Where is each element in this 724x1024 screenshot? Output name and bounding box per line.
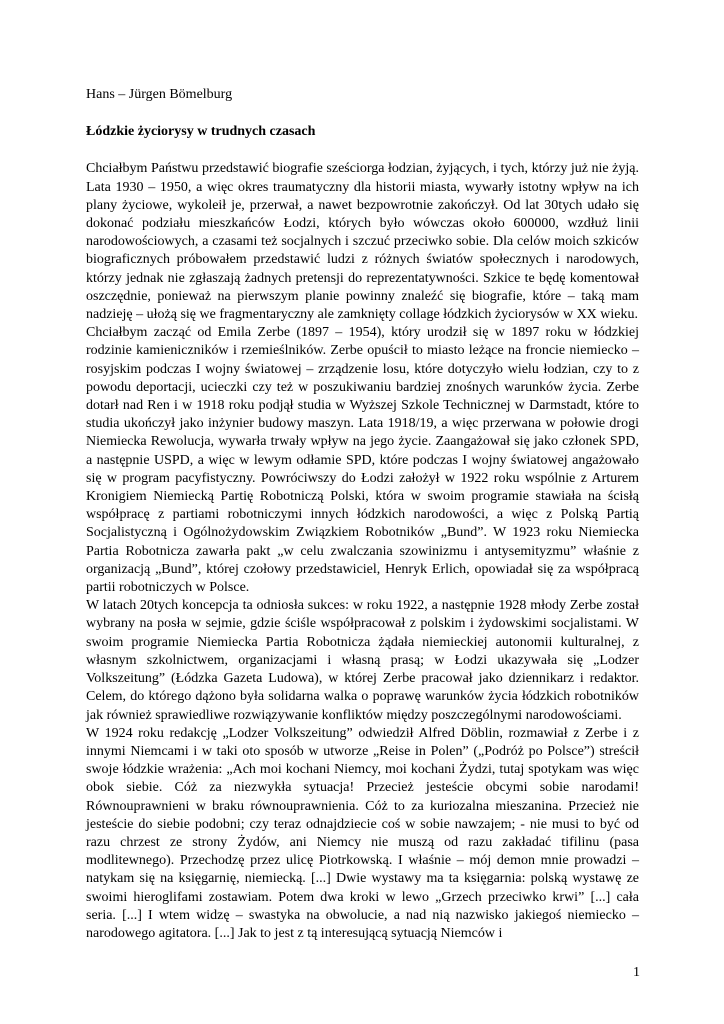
- author-name: Hans – Jürgen Bömelburg: [86, 87, 233, 102]
- document-page: [86, 86, 639, 943]
- page-number: 1: [633, 965, 640, 980]
- body-paragraph-3: W latach 20tych koncepcja ta odniosła sukces: w roku 1922, a następnie 1928 młody Zerbe został wybrany na posła w sejmie, gdzie ściśle współpracował z polskim i żydowskimi socjalistami. W swoim programie Niemiecka Partia Robotnicza żądała niemieckiej autonomii kulturalnej, z własnym szkolnictwem, organizacjami i własną prasą; w Łodzi ukazywała się „Lodzer Volkszeitung” (Łódzka Gazeta Ludowa), w której Zerbe pracował jako dziennikarz i redaktor. Celem, do którego dążono była solidarna walka o poprawę warunków życia łódzkich robotników jak również sprawiedliwe rozwiązywanie konfliktów między poszczególnymi narodowościami.: [86, 598, 639, 723]
- body-paragraph-1: Chciałbym Państwu przedstawić biografie sześciorga łodzian, żyjących, i tych, którzy już nie żyją. Lata 1930 – 1950, a więc okres traumatyczny dla historii miasta, wywarły istotny wpływ na ich plany życiowe, wykoleił je, przerwał, a nawet bezpowrotnie zakończył. Od lat 30tych udało się dokonać podziału mieszkańców Łodzi, których było wówczas około 600000, wzdłuż linii narodowościowych, a czasami też socjalnych i szczuć przeciwko sobie. Dla celów moich szkiców biograficznych próbowałem przedstawić ludzi z różnych światów społecznych i narodowych, którzy jednak nie zgłaszają żadnych pretensji do reprezentatywności. Szkice te będę komentował oszczędnie, ponieważ na pierwszym planie powinny znaleźć się biografie, które – taką mam nadzieję – ułożą się we fragmentaryczny ale zamknięty collage łódzkich życiorysów w XX wieku.: [86, 161, 639, 323]
- article-title: Łódzkie życiorysy w trudnych czasach: [86, 124, 316, 140]
- body-paragraph-2: Chciałbym zacząć od Emila Zerbe (1897 – 1954), który urodził się w 1897 roku w łódzkiej rodzinie kamieniczników i rzemieślników. Zerbe opuścił to miasto leżące na froncie niemiecko – rosyjskim podczas I wojny światowej – zrządzenie losu, które dotyczyło wielu łodzian, czy to z powodu deportacji, ucieczki czy też w poszukiwaniu bardziej znośnych warunków życia. Zerbe dotarł nad Ren i w 1918 roku podjął studia w Wyższej Szkole Technicznej w Darmstadt, które to studia ukończył jako inżynier budowy maszyn. Lata 1918/19, a więc przerwana w połowie drogi Niemiecka Rewolucja, wywarła trwały wpływ na jego życie. Zaangażował się jako członek SPD, a następnie USPD, a więc w lewym odłamie SPD, które podczas I wojny światowej angażowało się w program pacyfistyczny. Powróciwszy do Łodzi założył w 1922 roku wspólnie z Arturem Kronigiem Niemiecką Partię Robotniczą Polski, która w swoim programie stawiała na ścisłą współpracę z partiami robotniczymi innych łódzkich narodowości, a więc z Polską Partią Socjalistyczną i Ogólnożydowskim Związkiem Robotników „Bund”. W 1923 roku Niemiecka Partia Robotnicza zawarła pakt „w celu zwalczania szowinizmu i antysemityzmu” właśnie z organizacją „Bund”, której czołowy przedstawiciel, Henryk Erlich, opowiadał się za współpracą partii robotniczych w Polsce.: [86, 325, 639, 596]
- body-paragraph-4: W 1924 roku redakcję „Lodzer Volkszeitung” odwiedził Alfred Döblin, rozmawiał z Zerbe i z innymi Niemcami i w taki oto sposób w utworze „Reise in Polen” („Podróż po Polsce”) streścił swoje łódzkie wrażenia: „Ach moi kochani Niemcy, moi kochani Żydzi, tutaj spotykam was więc obok siebie. Cóż za niezwykła sytuacja! Przecież jesteście obcymi sobie narodami! Równouprawnieni w braku równouprawnienia. Cóż to za kuriozalna mieszanina. Przecież nie jesteście do siebie podobni; czy teraz odnajdziecie coś w sobie nawzajem; - nie musi to być od razu chrzest ze strony Żydów, ani Niemcy nie muszą od razu zakładać tifilinu (pasa modlitewnego). Przechodzę przez ulicę Piotrkowską. I właśnie – mój demon mnie prowadzi – natykam się na księgarnię, niemiecką. [...] Dwie wystawy ma ta księgarnia: polską wystawę ze swoimi hieroglifami zostawiam. Potem dwa kroki w lewo „Grzech przeciwko krwi” [...] cała seria. [...] I wtem widzę – swastyka na obwolucie, a nad nią nazwisko jakiegoś niemiecko – narodowego agitatora. [...] Jak to jest z tą interesującą sytuacją Niemców i: [86, 725, 639, 941]
